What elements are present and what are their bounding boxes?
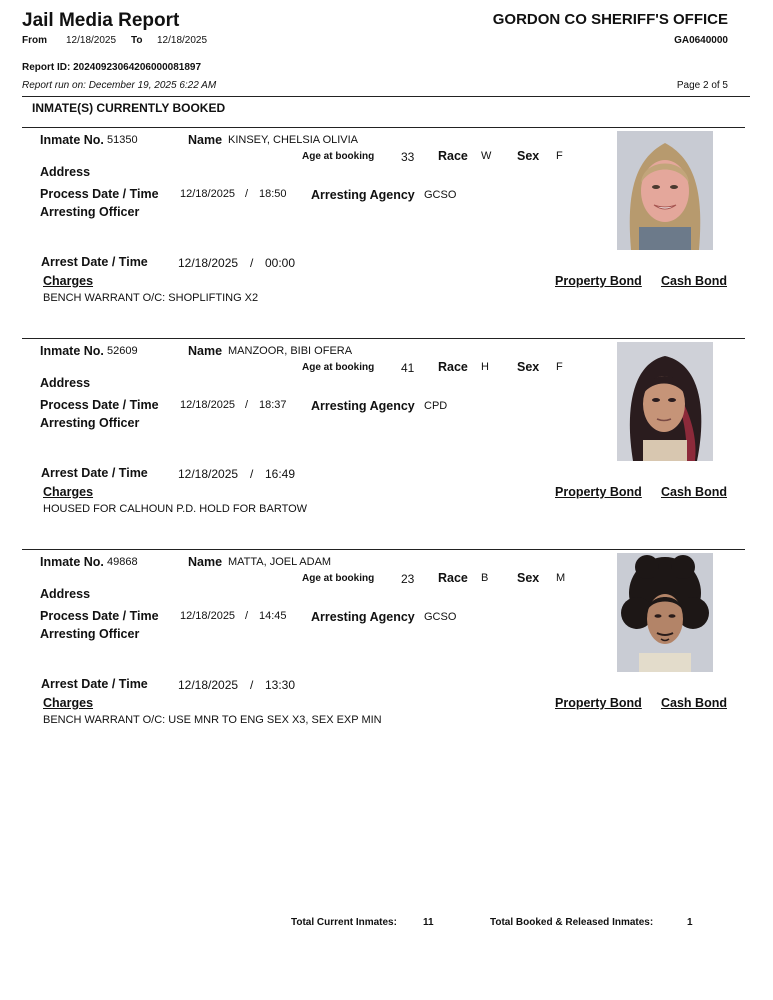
total-booked-released-value: 1 xyxy=(687,917,693,928)
slash: / xyxy=(250,678,254,692)
record-divider xyxy=(22,338,745,339)
slash: / xyxy=(250,467,254,481)
property-bond-label: Property Bond xyxy=(555,696,642,710)
arresting-officer-label: Arresting Officer xyxy=(40,416,140,430)
name-label: Name xyxy=(188,344,223,358)
process-date-label: Process Date / Time xyxy=(40,398,159,412)
total-current-value: 11 xyxy=(423,917,434,928)
arrest-date: 12/18/2025 xyxy=(178,467,239,481)
slash: / xyxy=(245,188,249,200)
charges-text: BENCH WARRANT O/C: USE MNR TO ENG SEX X3, SEX EXP MIN xyxy=(43,714,382,726)
booking-photo xyxy=(617,342,713,461)
to-label: To xyxy=(131,35,143,46)
name-label: Name xyxy=(188,133,223,147)
process-date: 12/18/2025 xyxy=(180,399,236,411)
name-label: Name xyxy=(188,555,223,569)
curly-haired-man-photo xyxy=(617,553,713,672)
inmate-no-label: Inmate No. xyxy=(40,555,104,569)
charges-label: Charges xyxy=(43,696,94,710)
total-booked-released-label: Total Booked & Released Inmates: xyxy=(490,917,654,928)
arresting-agency: GCSO xyxy=(424,611,457,623)
process-time: 18:37 xyxy=(259,399,287,411)
charges-label: Charges xyxy=(43,485,94,499)
inmate-no: 51350 xyxy=(107,134,138,146)
inmate-name: MATTA, JOEL ADAM xyxy=(228,556,332,568)
cash-bond-label: Cash Bond xyxy=(661,485,727,499)
report-run-on: Report run on: December 19, 2025 6:22 AM xyxy=(22,80,217,91)
arresting-agency: CPD xyxy=(424,400,448,412)
slash: / xyxy=(245,610,249,622)
header-divider xyxy=(22,96,750,97)
inmate-no: 49868 xyxy=(107,556,138,568)
cash-bond-label: Cash Bond xyxy=(661,274,727,288)
total-current-label: Total Current Inmates: xyxy=(291,917,397,928)
arresting-agency: GCSO xyxy=(424,189,457,201)
dark-haired-woman-photo xyxy=(617,342,713,461)
agency-code: GA0640000 xyxy=(674,35,728,46)
age-value: 33 xyxy=(401,150,415,164)
record-divider xyxy=(22,549,745,550)
cash-bond-label: Cash Bond xyxy=(661,696,727,710)
property-bond-label: Property Bond xyxy=(555,485,642,499)
age-label: Age at booking xyxy=(302,573,375,584)
race-label: Race xyxy=(438,571,468,585)
sex-value: F xyxy=(556,150,563,162)
arrest-date: 12/18/2025 xyxy=(178,256,239,270)
age-value: 23 xyxy=(401,572,415,586)
race-value: B xyxy=(481,572,489,584)
address-label: Address xyxy=(40,587,91,601)
arresting-agency-label: Arresting Agency xyxy=(311,610,415,624)
charges-text: HOUSED FOR CALHOUN P.D. HOLD FOR BARTOW xyxy=(43,503,308,515)
age-label: Age at booking xyxy=(302,151,375,162)
booking-photo xyxy=(617,131,713,250)
arrest-date: 12/18/2025 xyxy=(178,678,239,692)
office-name: GORDON CO SHERIFF'S OFFICE xyxy=(492,11,728,28)
sex-value: M xyxy=(556,572,566,584)
charges-label: Charges xyxy=(43,274,94,288)
arrest-time: 16:49 xyxy=(265,467,296,481)
address-label: Address xyxy=(40,376,91,390)
arresting-officer-label: Arresting Officer xyxy=(40,627,140,641)
section-title: INMATE(S) CURRENTLY BOOKED xyxy=(32,101,226,115)
race-value: W xyxy=(481,150,492,162)
inmate-name: MANZOOR, BIBI OFERA xyxy=(228,345,353,357)
inmate-name: KINSEY, CHELSIA OLIVIA xyxy=(228,134,359,146)
slash: / xyxy=(245,399,249,411)
process-date-label: Process Date / Time xyxy=(40,187,159,201)
sex-value: F xyxy=(556,361,563,373)
to-date: 12/18/2025 xyxy=(157,35,208,46)
race-label: Race xyxy=(438,149,468,163)
arresting-agency-label: Arresting Agency xyxy=(311,399,415,413)
age-value: 41 xyxy=(401,361,415,375)
address-label: Address xyxy=(40,165,91,179)
inmate-no: 52609 xyxy=(107,345,138,357)
report-id: Report ID: 20240923064206000081897 xyxy=(22,62,202,73)
race-label: Race xyxy=(438,360,468,374)
property-bond-label: Property Bond xyxy=(555,274,642,288)
race-value: H xyxy=(481,361,489,373)
slash: / xyxy=(250,256,254,270)
from-label: From xyxy=(22,35,47,46)
booking-photo xyxy=(617,553,713,672)
process-date-label: Process Date / Time xyxy=(40,609,159,623)
process-time: 14:45 xyxy=(259,610,287,622)
age-label: Age at booking xyxy=(302,362,375,373)
process-date: 12/18/2025 xyxy=(180,188,236,200)
arresting-agency-label: Arresting Agency xyxy=(311,188,415,202)
page-number: Page 2 of 5 xyxy=(676,80,728,91)
blonde-woman-photo xyxy=(617,131,713,250)
arrest-date-label: Arrest Date / Time xyxy=(41,255,148,269)
inmate-no-label: Inmate No. xyxy=(40,344,104,358)
charges-text: BENCH WARRANT O/C: SHOPLIFTING X2 xyxy=(43,292,259,304)
arrest-time: 00:00 xyxy=(265,256,296,270)
from-date: 12/18/2025 xyxy=(66,35,117,46)
arrest-date-label: Arrest Date / Time xyxy=(41,677,148,691)
arresting-officer-label: Arresting Officer xyxy=(40,205,140,219)
report-title: Jail Media Report xyxy=(22,10,180,31)
process-date: 12/18/2025 xyxy=(180,610,236,622)
arrest-date-label: Arrest Date / Time xyxy=(41,466,148,480)
inmate-no-label: Inmate No. xyxy=(40,133,104,147)
sex-label: Sex xyxy=(517,360,540,374)
sex-label: Sex xyxy=(517,571,540,585)
sex-label: Sex xyxy=(517,149,540,163)
arrest-time: 13:30 xyxy=(265,678,296,692)
record-divider xyxy=(22,127,745,128)
process-time: 18:50 xyxy=(259,188,287,200)
